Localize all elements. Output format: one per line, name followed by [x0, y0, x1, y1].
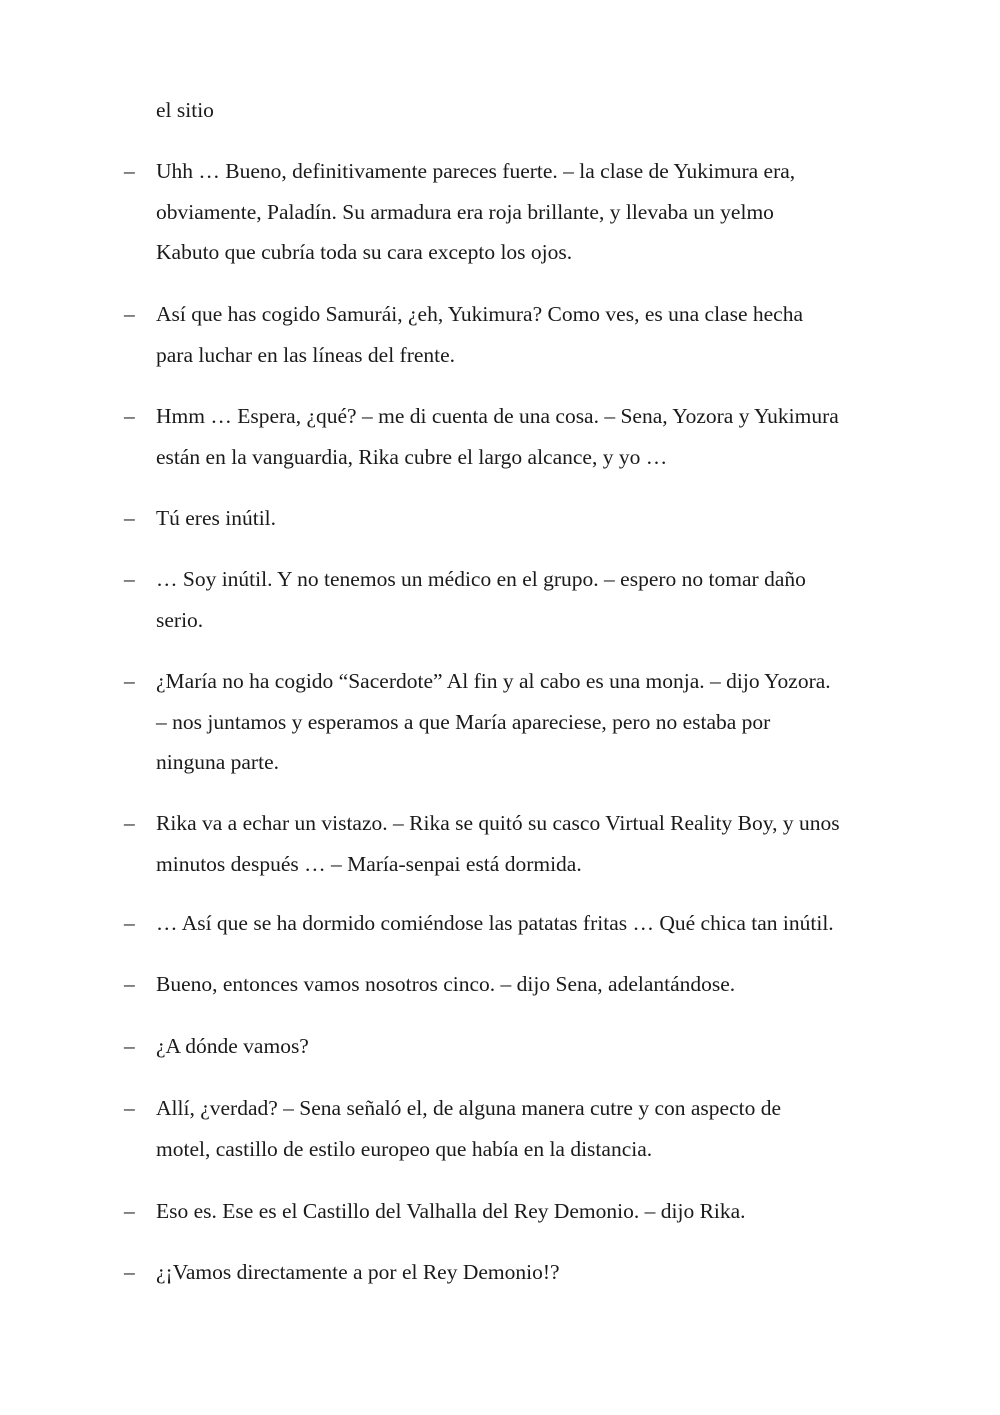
dialogue-dash: – — [124, 669, 135, 693]
text-line: Uhh … Bueno, definitivamente pareces fuerte. – la clase de Yukimura era, — [156, 159, 796, 183]
dialogue-dash: – — [124, 302, 135, 326]
dialogue-paragraph — [124, 803, 916, 884]
dialogue-paragraph — [124, 1252, 916, 1293]
dialogue-paragraph — [124, 1088, 916, 1169]
text-line: … Soy inútil. Y no tenemos un médico en el grupo. – espero no tomar daño — [156, 567, 806, 591]
dialogue-dash: – — [124, 1034, 135, 1058]
dialogue-paragraph — [124, 1026, 916, 1067]
text-line: motel, castillo de estilo europeo que había en la distancia. — [156, 1136, 653, 1161]
text-line: ¿¡Vamos directamente a por el Rey Demonio!? — [156, 1260, 560, 1284]
dialogue-paragraph — [124, 661, 916, 783]
dialogue-paragraph — [124, 559, 916, 640]
text-line: ¿María no ha cogido “Sacerdote” Al fin y al cabo es una monja. – dijo Yozora. — [156, 669, 831, 693]
text-line: para luchar en las líneas del frente. — [156, 342, 456, 367]
text-line: obviamente, Paladín. Su armadura era roja brillante, y llevaba un yelmo — [156, 199, 774, 224]
dialogue-dash: – — [124, 567, 135, 591]
text-line: el sitio — [156, 98, 214, 122]
text-line: Así que has cogido Samurái, ¿eh, Yukimura? Como ves, es una clase hecha — [156, 302, 804, 326]
dialogue-paragraph — [124, 396, 916, 477]
text-line: están en la vanguardia, Rika cubre el largo alcance, y yo … — [156, 444, 668, 469]
text-line: Hmm … Espera, ¿qué? – me di cuenta de una cosa. – Sena, Yozora y Yukimura — [156, 404, 839, 428]
dialogue-paragraph — [124, 903, 916, 944]
dialogue-dash: – — [124, 1260, 135, 1284]
text-line: ¿A dónde vamos? — [156, 1034, 309, 1058]
dialogue-dash: – — [124, 159, 135, 183]
text-line: Allí, ¿verdad? – Sena señaló el, de alguna manera cutre y con aspecto de — [156, 1096, 782, 1120]
dialogue-dash: – — [124, 1199, 135, 1223]
dialogue-paragraph — [124, 498, 916, 539]
dialogue-paragraph — [156, 90, 916, 131]
dialogue-paragraph — [124, 294, 916, 375]
text-line: Eso es. Ese es el Castillo del Valhalla del Rey Demonio. – dijo Rika. — [156, 1199, 746, 1223]
dialogue-dash: – — [124, 972, 135, 996]
text-line: Rika va a echar un vistazo. – Rika se quitó su casco Virtual Reality Boy, y unos — [156, 811, 840, 835]
text-line: Kabuto que cubría toda su cara excepto los ojos. — [156, 240, 573, 264]
text-line: … Así que se ha dormido comiéndose las patatas fritas … Qué chica tan inútil. — [156, 911, 834, 935]
text-line: minutos después … – María-senpai está dormida. — [156, 851, 582, 876]
text-line: serio. — [156, 607, 204, 632]
dialogue-paragraph — [124, 151, 916, 273]
text-line: Tú eres inútil. — [156, 506, 277, 530]
text-line: – nos juntamos y esperamos a que María apareciese, pero no estaba por — [156, 709, 771, 734]
dialogue-dash: – — [124, 811, 135, 835]
dialogue-dash: – — [124, 1096, 135, 1120]
dialogue-paragraph — [124, 1191, 916, 1232]
text-line: Bueno, entonces vamos nosotros cinco. – dijo Sena, adelantándose. — [156, 972, 736, 996]
dialogue-dash: – — [124, 506, 135, 530]
dialogue-dash: – — [124, 404, 135, 428]
text-line: ninguna parte. — [156, 750, 279, 774]
dialogue-dash: – — [124, 911, 135, 935]
dialogue-paragraph — [124, 964, 916, 1005]
